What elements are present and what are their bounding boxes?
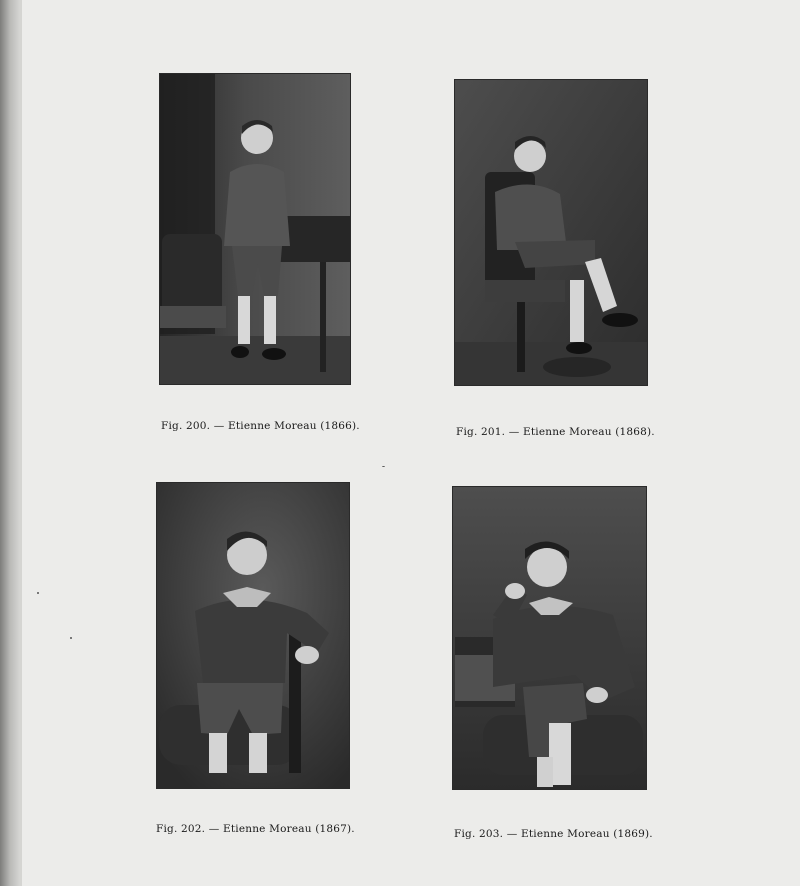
figure-caption-203: Fig. 203. — Etienne Moreau (1869).: [454, 828, 653, 840]
photo-figure-201: [455, 80, 647, 385]
photo-figure-200: [160, 74, 350, 384]
paper-speck: [70, 637, 72, 639]
paper-speck: [37, 592, 39, 594]
figure-caption-202: Fig. 202. — Etienne Moreau (1867).: [156, 823, 355, 835]
paper-speck: [382, 466, 385, 467]
figure-caption-201: Fig. 201. — Etienne Moreau (1868).: [456, 426, 655, 438]
photo-figure-203: [453, 487, 646, 789]
photo-figure-202: [157, 483, 349, 788]
page-binding-edge: [0, 0, 22, 886]
figure-caption-200: Fig. 200. — Etienne Moreau (1866).: [161, 420, 360, 432]
